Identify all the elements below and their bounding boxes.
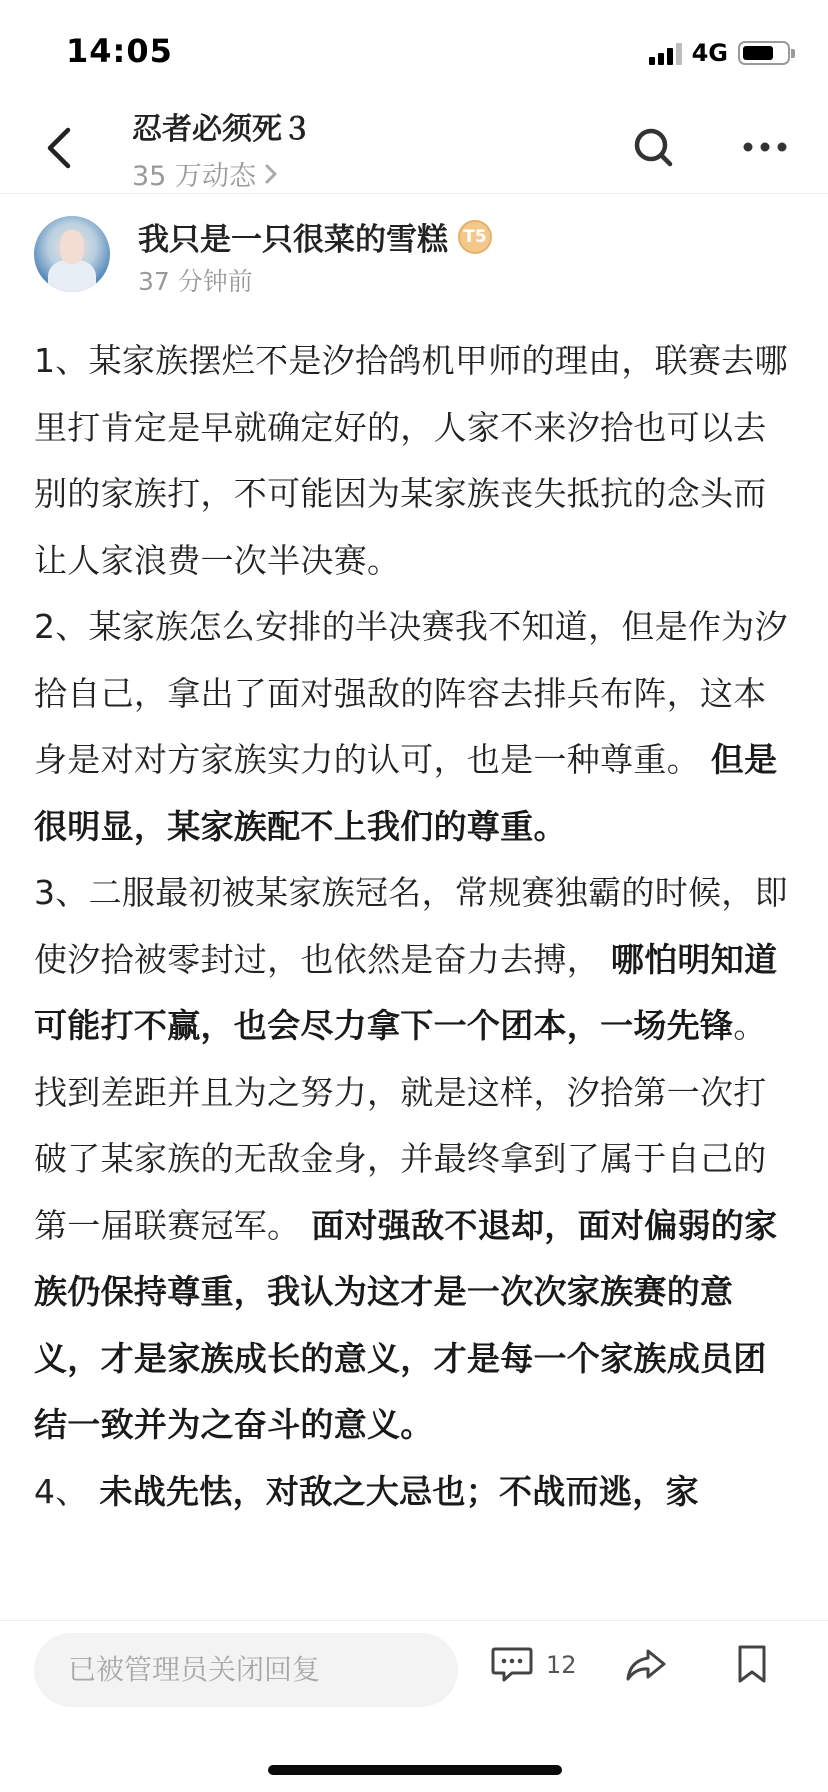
comment-button[interactable] [490,1645,577,1685]
paragraph-2-text: 2、某家族怎么安排的半决赛我不知道，但是作为汐拾自己，拿出了面对强敌的阵容去排兵布阵，这本身是对对方家族实力的认可，也是一种尊重。 [34,607,788,779]
forum-title: 忍者必须死３ [132,112,312,147]
chevron-right-icon [262,161,280,187]
more-button[interactable] [742,132,788,162]
paragraph-3-text-b: 。找到差距并且为之努力，就是这样，汐拾第一次打破了某家族的无敌金身，并最终拿到了属于自己的第一届联赛冠军。 [34,1006,767,1245]
post-time: 37 分钟前 [138,267,253,296]
level-badge: T5 [458,220,492,254]
paragraph-4 [34,1459,796,1526]
search-button[interactable] [628,122,680,174]
comment-count: 12 [546,1651,577,1679]
signal-icon [649,41,682,65]
paragraph-1: 1、某家族摆烂不是汐拾鸽机甲师的理由，联赛去哪里打肯定是早就确定好的，人家不来汐拾也可以去别的家族打，不可能因为某家族丧失抵抗的念头而让人家浪费一次半决赛。 [34,341,788,580]
paragraph-2 [34,594,796,860]
paragraph-4-bold: 未战先怯，对敌之大忌也；不战而逃，家 [99,1471,699,1511]
paragraph-3 [34,860,796,1459]
share-icon [624,1645,668,1685]
search-icon [628,122,680,174]
post-count: 35 万动态 [132,161,256,192]
back-button[interactable] [40,122,80,174]
paragraph-3-bold-a: 哪怕明知道可能打不赢，也会尽力拿下一个团本，一场先锋 [34,939,778,1045]
paragraph-4-text: 4、 [34,1471,89,1511]
status-bar [0,0,828,104]
more-dots-icon [742,132,788,162]
author-name[interactable] [138,214,492,259]
paragraph-3-bold-b: 面对强敌不退却，面对偏弱的家族仍保持尊重，我认为这才是一次次家族赛的意义，才是家族成长的意义，才是每一个家族成员团结一致并为之奋斗的意义。 [34,1205,778,1444]
comment-icon [490,1645,534,1685]
bookmark-icon [734,1643,770,1685]
paragraph-3-text-a: 3、二服最初被某家族冠名，常规赛独霸的时候，即使汐拾被零封过，也依然是奋力去搏， [34,873,788,979]
bookmark-button[interactable] [734,1643,770,1689]
nav-titles[interactable] [132,104,312,193]
battery-icon [738,41,790,65]
network-type: 4G [691,39,728,67]
share-button[interactable] [624,1645,668,1689]
post-author [34,210,794,300]
status-icons [649,38,790,68]
avatar[interactable] [34,216,110,292]
post-body [34,328,796,1620]
forum-subtitle [132,154,312,193]
home-indicator [268,1765,562,1775]
paragraph-2-bold: 但是很明显，某家族配不上我们的尊重。 [34,740,778,846]
status-time: 14:05 [66,32,173,70]
bottom-bar [0,1620,828,1792]
chevron-left-icon [40,122,80,174]
author-name-text: 我只是一只很菜的雪糕 [138,222,448,258]
reply-input[interactable]: 已被管理员关闭回复 [34,1633,458,1707]
nav-bar [0,104,828,194]
